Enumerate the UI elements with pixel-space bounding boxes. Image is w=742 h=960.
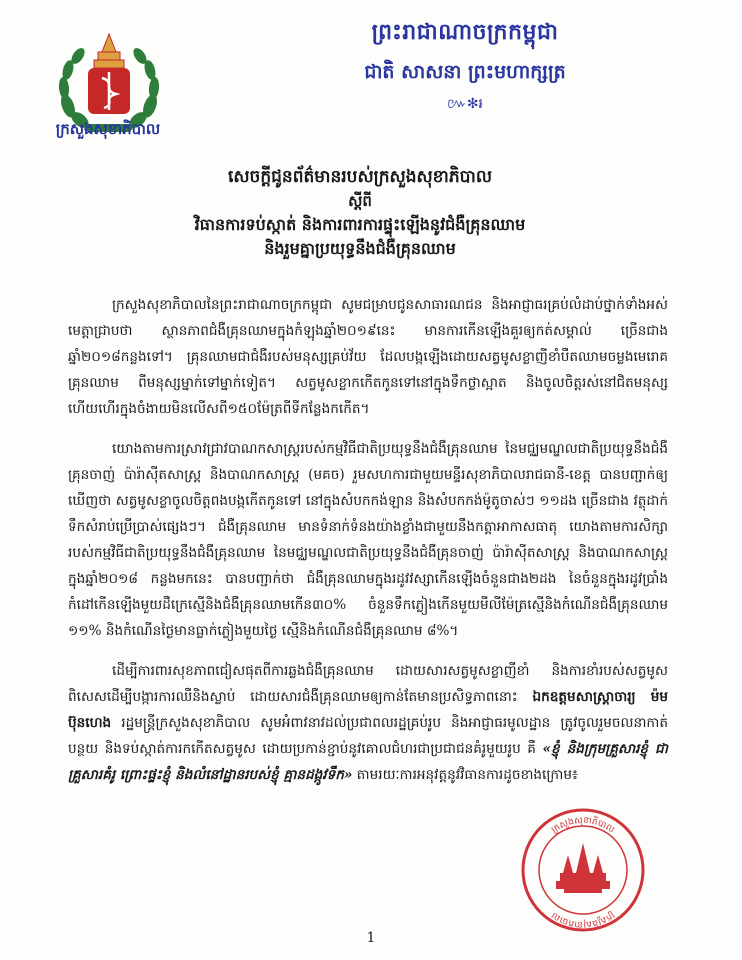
- kingdom-name: ព្រះរាជាណាចក្រកម្ពុជា: [371, 19, 559, 45]
- paragraph-3-mid: រដ្ឋមន្ត្រីក្រសួងសុខាភិបាល សូមអំពាវនាវដល់ប្រជាពលរដ្ឋគ្រប់រូប និងអាជ្ញាធរមូលដ្ឋាន ត្រូវចូលរួមចលនាកាត់បន្ថយ និងទប់ស្កាត់ការកកើតសត្វមូស ដោយប្រកាន់ខ្ជាប់នូវគោលជំហរជាប្រជាជនគំរូមួយរូប គឺ: [68, 715, 668, 757]
- title-line-4: និងរួមគ្នាប្រយុទ្ធនឹងជំងឺគ្រុនឈាម: [264, 239, 456, 258]
- paragraph-3: [68, 658, 668, 788]
- paragraph-2: យោងតាមការស្រាវជ្រាវបាណកសាស្ត្ររបស់កម្មវិធីជាតិប្រយុទ្ធនឹងជំងឺគ្រុនឈាម នៃមជ្ឈមណ្ឌលជាតិប្រយុទ្ធនឹងជំងឺគ្រុនចាញ់ ប៉ារ៉ាស៊ីតសាស្ត្រ និងបាណកសាស្ត្រ (មគច) រួមសហការជាមួយមន្ទីរសុខាភិបាលរាជធានី-ខេត្ត បានបញ្ជាក់ឲ្យឃើញថា សត្វមូសខ្លាចូលចិត្តពងបង្កកើតកូនទៅ នៅក្នុងសំបកកង់ឡាន និងសំបកកង់ម៉ូតូចាស់ៗ ១១ដង ច្រើនជាង វត្ថុដាក់ទឹកសំរាប់ប្រើប្រាស់ផ្សេងៗ។ ជំងឺគ្រុនឈាម មានទំនាក់ទំនងយ៉ាងខ្លាំងជាមួយនឹងកត្តាអាកាសធាតុ យោងតាមការសិក្សារបស់កម្មវិធីជាតិប្រយុទ្ធនឹងជំងឺគ្រុនឈាម នៃមជ្ឈមណ្ឌលជាតិប្រយុទ្ធនឹងជំងឺគ្រុនចាញ់ ប៉ារ៉ាស៊ីតសាស្ត្រ និងបាណកសាស្ត្រក្នុងឆ្នាំ២០១៨ កន្លងមកនេះ បានបញ្ជាក់ថា ជំងឺគ្រុនឈាមក្នុងរដូវវស្សាកើនឡើងចំនួនជាង២ដង នៃចំនួនក្នុងរដូវប្រាំងកំដៅកើនឡើងមួយដឺក្រេស្មើនិងជំងឺគ្រុនឈាមកើន៣០% ចំនួនទឹកភ្លៀងកើនមួយមីលីម៉ែត្រស្មើនិងកំណើនជំងឺគ្រុនឈាម ១១% និងកំណើនថ្ងៃមានធ្លាក់ភ្លៀងមួយថ្ងៃ ស្មើនិងកំណើនជំងឺគ្រុនឈាម ៨%។: [68, 441, 668, 639]
- ministry-caption: ក្រសួងសុខាភិបាល: [55, 120, 161, 138]
- slogan: «ខ្ញុំ និងក្រុមគ្រួសារខ្ញុំ ជាគ្រួសារគំរូ ព្រោះផ្ទះខ្ញុំ និងលំនៅដ្ឋានរបស់ខ្ញុំ គ្មានដង្កូវទឹក»: [68, 741, 668, 783]
- national-motto: ជាតិ សាសនា ព្រះមហាក្សត្រ: [364, 61, 566, 83]
- header-ornament: ៚✻៛: [447, 96, 483, 112]
- kingdom-header: [230, 18, 700, 115]
- paragraph-1: ក្រសួងសុខាភិបាលនៃព្រះរាជាណាចក្រកម្ពុជា សូមជម្រាបជូនសាធារណជន និងអាជ្ញាធរគ្រប់លំដាប់ថ្នាក់ទាំងអស់មេត្តាជ្រាបថា ស្ថានភាពជំងឺគ្រុនឈាមក្នុងកំឡុងឆ្នាំ២០១៩នេះ មានការកើនឡើងគួរឲ្យកត់សម្គាល់ ច្រើនជាងឆ្នាំ២០១៨កន្លងទៅ។ គ្រុនឈាមជាជំងឺរបស់មនុស្សគ្រប់វ័យ ដែលបង្កឡើងដោយសត្វមូសខ្លាញីខាំបឺតឈាមចម្លងមេរោគគ្រុនឈាម ពីមនុស្សម្នាក់ទៅម្នាក់ទៀត។ សត្វមូសខ្លាកកើតកូនទៅនៅក្នុងទឹកថ្លាស្អាត និងចូលចិត្តរស់នៅជិតមនុស្ស ហើយហើរក្នុងចំងាយមិនលើសពី១៥០ម៉ែត្រពីទីកន្លែងកកើត។: [68, 297, 668, 417]
- title-line-2: ស្តីពី: [348, 192, 372, 210]
- title-line-1: សេចក្តីជូនព័ត៌មានរបស់ក្រសួងសុខាភិបាល: [227, 167, 493, 187]
- laurel-right: [126, 46, 159, 131]
- paragraph-3-start: ដើម្បីការពារសុខភាពជៀសផុតពីការឆ្លងជំងឺគ្រុនឈាម ដោយសារសត្វមូសខ្លាញីខាំ និងការខាំរបស់សត្វមូស ពិសេសដើម្បីបង្ការការឈឺនិងស្លាប់ ដោយសារជំងឺគ្រុនឈាមឲ្យកាន់តែមានប្រសិទ្ធភាពនោះ: [68, 663, 668, 705]
- minister-name: ឯកឧត្តមសាស្ត្រាចារ្យ ម៉ម ប៊ុនហេង: [68, 689, 668, 731]
- laurel-left: [58, 46, 91, 131]
- document-body: [68, 292, 668, 802]
- seal-bottom-text: ក្រសួងសុខាភិបាល: [549, 909, 617, 930]
- crown-emblem: [94, 34, 124, 68]
- document-title: [150, 165, 570, 261]
- official-seal: [518, 805, 648, 935]
- page-number: 1: [366, 930, 376, 946]
- angkor-temple-icon: [556, 843, 610, 893]
- paragraph-3-end: តាមរយៈការអនុវត្តនូវវិធានការដូចខាងក្រោម៖: [352, 767, 578, 783]
- title-line-3: វិធានការទប់ស្កាត់ និងការពារការផ្ទុះឡើងនូវជំងឺគ្រុនឈាម: [194, 215, 526, 234]
- seal-top-text: ក្រសួងសុខាភិបាល: [549, 815, 617, 836]
